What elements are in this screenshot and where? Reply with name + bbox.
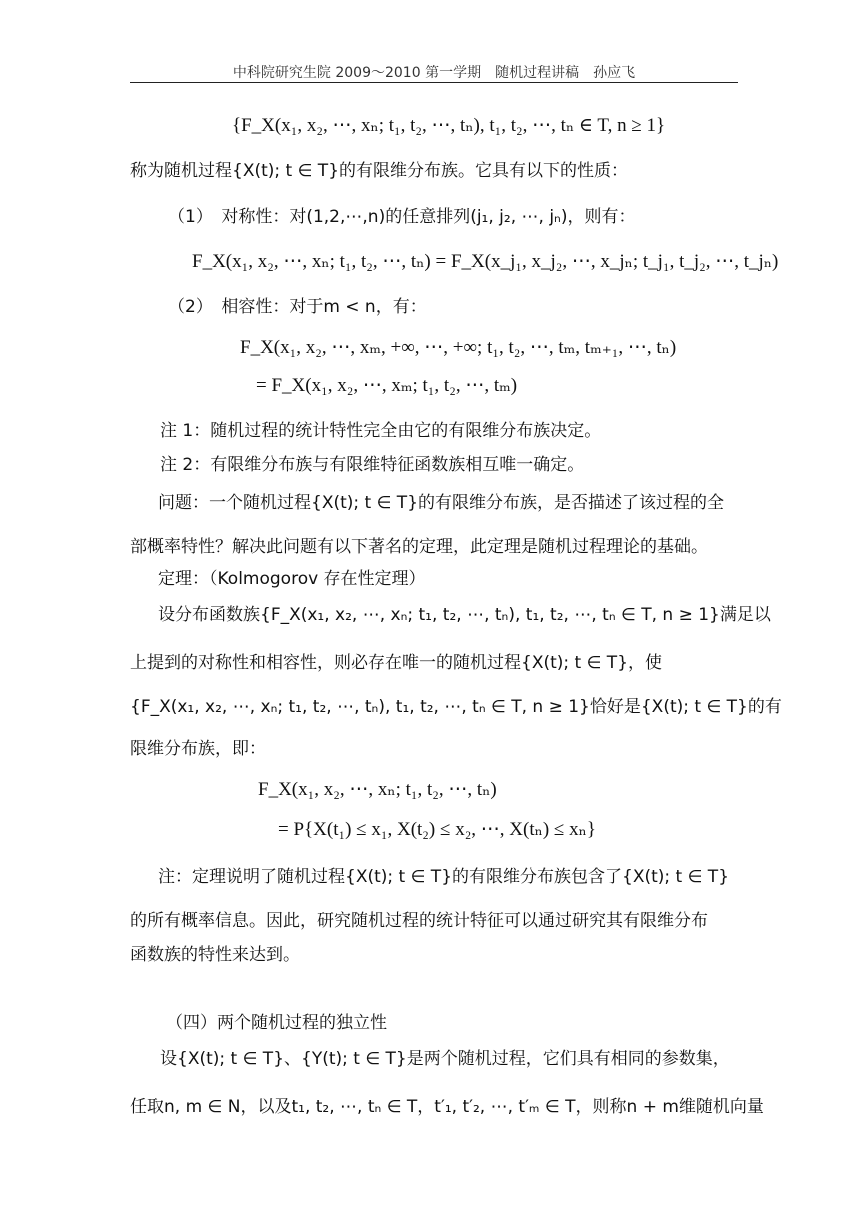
theorem-line-2: 上提到的对称性和相容性，则必存在唯一的随机过程{X(t); t ∈ T}，使 bbox=[130, 653, 663, 673]
paragraph-line: 称为随机过程{X(t); t ∈ T}的有限维分布族。它具有以下的性质： bbox=[130, 161, 629, 181]
equation-symmetry: F_X(x₁, x₂, ⋯, xₙ; t₁, t₂, ⋯, tₙ) = F_X(x_j₁, x_j₂, ⋯, x_jₙ; t_j₁, t_j₂, ⋯, t_jₙ) bbox=[192, 251, 779, 272]
theorem-line-1: 设分布函数族{F_X(x₁, x₂, ⋯, xₙ; t₁, t₂, ⋯, tₙ), t₁, t₂, ⋯, tₙ ∈ T, n ≥ 1}满足以 bbox=[158, 605, 771, 625]
equation-consistency-1: F_X(x₁, x₂, ⋯, xₘ, +∞, ⋯, +∞; t₁, t₂, ⋯, tₘ, tₘ₊₁, ⋯, tₙ) bbox=[240, 337, 677, 358]
running-header: 中科院研究生院 2009～2010 第一学期 随机过程讲稿 孙应飞 bbox=[232, 65, 636, 81]
independence-line-2: 任取n, m ∈ N，以及t₁, t₂, ⋯, tₙ ∈ T，t′₁, t′₂, ⋯, t′ₘ ∈ T，则称n + m维随机向量 bbox=[130, 1097, 764, 1117]
equation-distribution-family: {F_X(x₁, x₂, ⋯, xₙ; t₁, t₂, ⋯, tₙ), t₁, t₂, ⋯, tₙ ∈ T, n ≥ 1} bbox=[232, 115, 666, 136]
note-1: 注 1：随机过程的统计特性完全由它的有限维分布族决定。 bbox=[160, 421, 602, 441]
theorem-line-4: 限维分布族，即： bbox=[130, 739, 266, 759]
theorem-line-3: {F_X(x₁, x₂, ⋯, xₙ; t₁, t₂, ⋯, tₙ), t₁, t₂, ⋯, tₙ ∈ T, n ≥ 1}恰好是{X(t); t ∈ T}的有 bbox=[130, 697, 782, 717]
section-heading: （四）两个随机过程的独立性 bbox=[166, 1013, 387, 1033]
theorem-title: 定理：（Kolmogorov 存在性定理） bbox=[158, 569, 426, 589]
property-consistency: （2） 相容性：对于m < n，有： bbox=[168, 297, 427, 317]
equation-consistency-2: = F_X(x₁, x₂, ⋯, xₘ; t₁, t₂, ⋯, tₘ) bbox=[256, 375, 518, 396]
remark-line-3: 函数族的特性来达到。 bbox=[130, 945, 300, 965]
remark-line-2: 的所有概率信息。因此，研究随机过程的统计特征可以通过研究其有限维分布 bbox=[130, 911, 708, 931]
note-2: 注 2：有限维分布族与有限维特征函数族相互唯一确定。 bbox=[160, 455, 585, 475]
equation-theorem-2: = P{X(t₁) ≤ x₁, X(t₂) ≤ x₂, ⋯, X(tₙ) ≤ xₙ} bbox=[278, 819, 596, 840]
property-symmetry: （1） 对称性：对(1,2,⋯,n)的任意排列(j₁, j₂, ⋯, jₙ)，则有： bbox=[168, 207, 636, 227]
question-line-2: 部概率特性？解决此问题有以下著名的定理，此定理是随机过程理论的基础。 bbox=[130, 537, 708, 557]
remark-line-1: 注：定理说明了随机过程{X(t); t ∈ T}的有限维分布族包含了{X(t); t ∈ T} bbox=[158, 867, 730, 887]
header-rule bbox=[130, 82, 738, 83]
equation-theorem-1: F_X(x₁, x₂, ⋯, xₙ; t₁, t₂, ⋯, tₙ) bbox=[258, 779, 497, 800]
independence-line-1: 设{X(t); t ∈ T}、{Y(t); t ∈ T}是两个随机过程，它们具有相同的参数集， bbox=[160, 1049, 730, 1069]
question-line-1: 问题：一个随机过程{X(t); t ∈ T}的有限维分布族，是否描述了该过程的全 bbox=[158, 493, 725, 513]
